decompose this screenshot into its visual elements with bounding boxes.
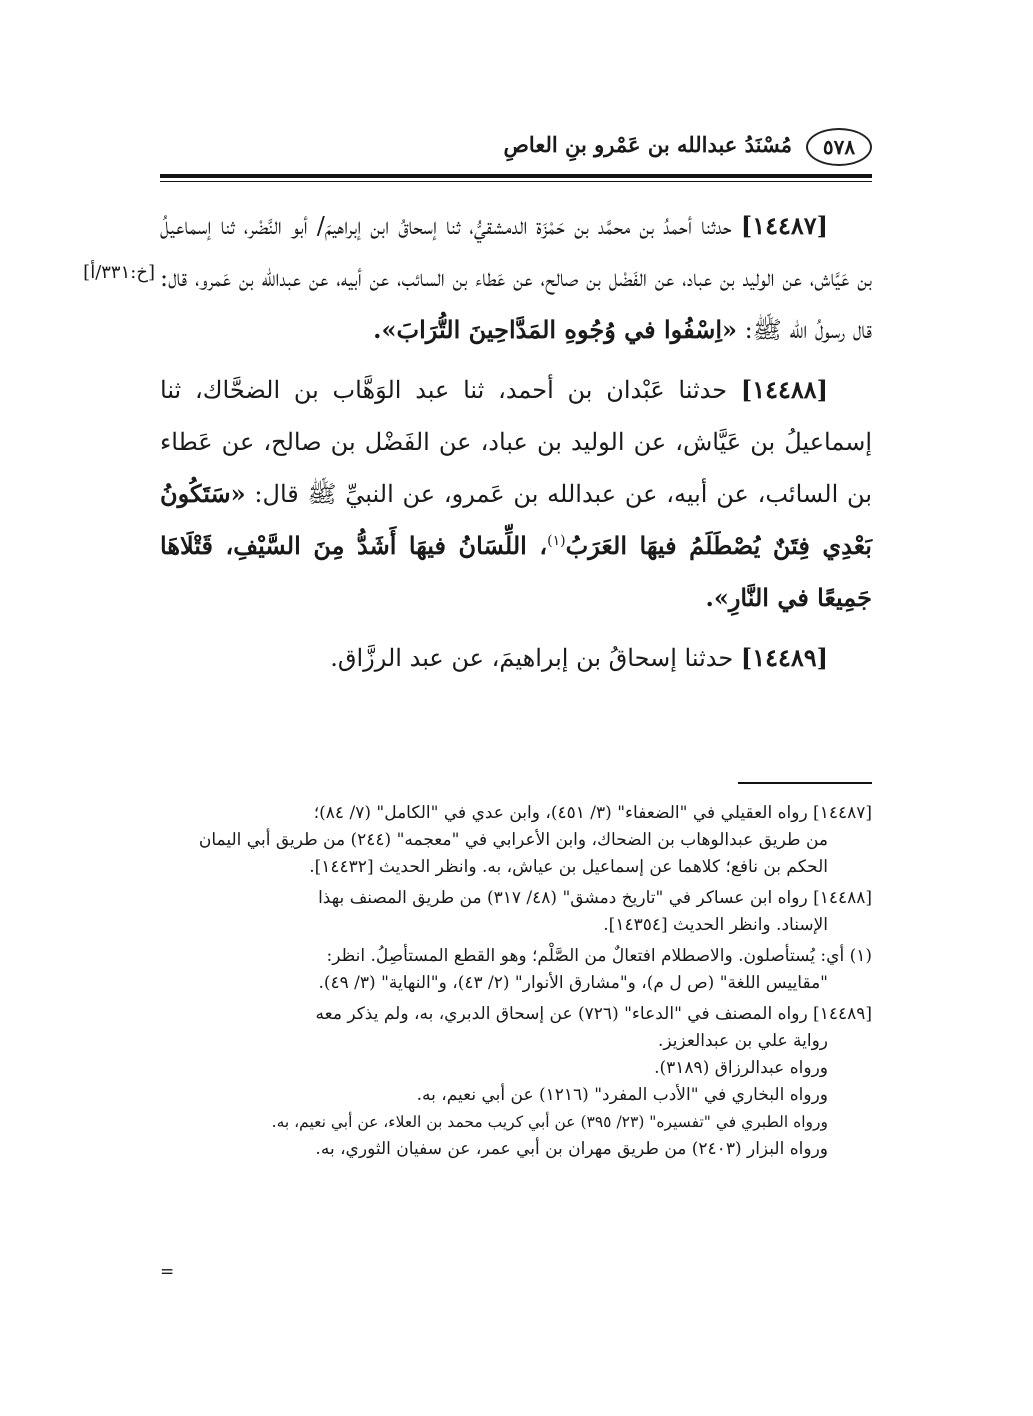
footnote-14488 (160, 885, 872, 939)
hadith-number: [١٤٤٨٨] (740, 375, 829, 404)
footnote-lead: [١٤٤٨٨] رواه ابن عساكر في "تاريخ دمشق" (٤٨/ ٣١٧) من طريق المصنف بهذا (318, 888, 872, 908)
hadith-number: [١٤٤٨٩] (740, 643, 828, 672)
running-title: مُسْنَدُ عبدالله بن عَمْرو بنِ العاصِ (503, 132, 792, 157)
manuscript-margin-note: [خ:٣٣١/أ] (83, 262, 155, 283)
page-header (160, 128, 872, 168)
footnote-14487 (160, 800, 872, 881)
hadith-text-line: حدثنا عَبْدان بن أحمد، ثنا عبد الوَهَّاب بن الضحَّاك، (194, 376, 728, 404)
hadith-text-line: ابن إبراهيمَ/ أبو النَّضْر، ثنا إسماعيلُ بن عَيَّاش، عن الوليد بن عباد، (160, 212, 872, 292)
hadith-text-line: عَمرو، قال: قال رسولُ الله ﷺ: (160, 264, 872, 344)
hadith-text-line: ثنا إسماعيلُ بن عَيَّاش، عن الوليد بن عباد، عن الفَضْل بن صالح، (160, 376, 872, 456)
footnote-rest: من طريق عبدالوهاب بن الضحاك، وابن الأعرابي في "معجمه" (٢٤٤) من طريق أبي اليمان الحكم بن نافع؛ كلاهما عن إسماعيل بن عياش، به. وانظر الحديث [١٤٤٣٢]. (198, 830, 828, 877)
hadith-first-line (398, 212, 872, 240)
header-rule-thick (160, 174, 872, 178)
footnote-separator (738, 782, 872, 784)
footnotes (160, 800, 872, 1167)
hadith-text-line: عن عَطاء بن السائب، عن أبيه، عن عبدالله بن عَمرو، عن النبيِّ ﷺ (160, 428, 873, 508)
footnote-extra-line: ورواه البزار (٢٤٠٣) من طريق مهران بن أبي عمر، عن سفيان الثوري، به. (315, 1139, 828, 1159)
header-rule-thin (160, 181, 872, 182)
hadith-first-line (330, 644, 872, 672)
hadith-14489 (160, 632, 872, 684)
footnote-extra-line: ورواه الطبري في "تفسيره" (٢٣/ ٣٩٥) عن أبي كريب محمد بن العلاء، عن أبي نعيم، به. (271, 1113, 828, 1131)
footnote-extra-line: ورواه عبدالرزاق (٣١٨٩). (654, 1058, 828, 1078)
main-text (160, 200, 872, 692)
hadith-text-line: قال: (245, 480, 299, 508)
prophetic-quote: «اِسْفُوا في وُجُوهِ المَدَّاحِينَ التُّرَابَ». (373, 315, 737, 344)
footnote-extra-line: ورواه البخاري في "الأدب المفرد" (١٢١٦) عن أبي نعيم، به. (416, 1085, 828, 1105)
hadith-text-line: حدثنا إسحاقُ بن إبراهيمَ، عن عبد الرزَّاق. (330, 644, 734, 672)
hadith-14488 (160, 364, 872, 624)
footnote-rest: رواية علي بن عبدالعزيز. (657, 1031, 828, 1051)
footnote-1 (160, 943, 872, 997)
page-number: ٥٧٨ (806, 128, 872, 166)
hadith-14487 (160, 200, 872, 356)
footnote-lead: (١) أي: يُستأصلون. والاصطلام افتعالٌ من الصَّلْم؛ وهو القطع المستأصِلُ. انظر: (326, 946, 872, 966)
hadith-number: [١٤٤٨٧] (740, 211, 828, 240)
continuation-mark: = (160, 1262, 175, 1282)
footnote-rest: الإسناد. وانظر الحديث [١٤٣٥٤]. (603, 915, 828, 935)
footnote-14489 (160, 1001, 872, 1163)
footnote-lead: [١٤٤٨٩] رواه المصنف في "الدعاء" (٧٢٦) عن إسحاق الدبري، به، ولم يذكر معه (315, 1004, 872, 1024)
footnote-lead: [١٤٤٨٧] رواه العقيلي في "الضعفاء" (٣/ ٤٥١)، وابن عدي في "الكامل" (٧/ ٨٤)؛ (313, 803, 872, 823)
footnote-marker[interactable]: (١) (547, 533, 566, 549)
hadith-text-line: حدثنا أحمدُ بن محمَّد بن حَمْزَة الدمشقيُّ، ثنا إسحاقُ (398, 212, 732, 240)
prophetic-quote: «سَتَكُونُ بَعْدِي فِتَنٌ يُصْطَلَمُ فيهَا العَرَبُ (160, 479, 872, 560)
footnote-rest: "مقاييس اللغة" (ص ل م)، و"مشارق الأنوار" (٢/ ٤٣)، و"النهاية" (٣/ ٤٩). (318, 973, 828, 993)
prophetic-quote-cont: ، اللِّسَانُ فيهَا أَشَدُّ مِنَ السَّيْفِ، قَتْلَاهَا جَمِيعًا في النَّارِ». (160, 531, 872, 612)
hadith-first-line (195, 376, 872, 404)
hadith-text-line: عن الفَضْل بن صالح، عن عَطاء بن السائب، عن أبيه، عن عبدالله بن (238, 264, 675, 292)
